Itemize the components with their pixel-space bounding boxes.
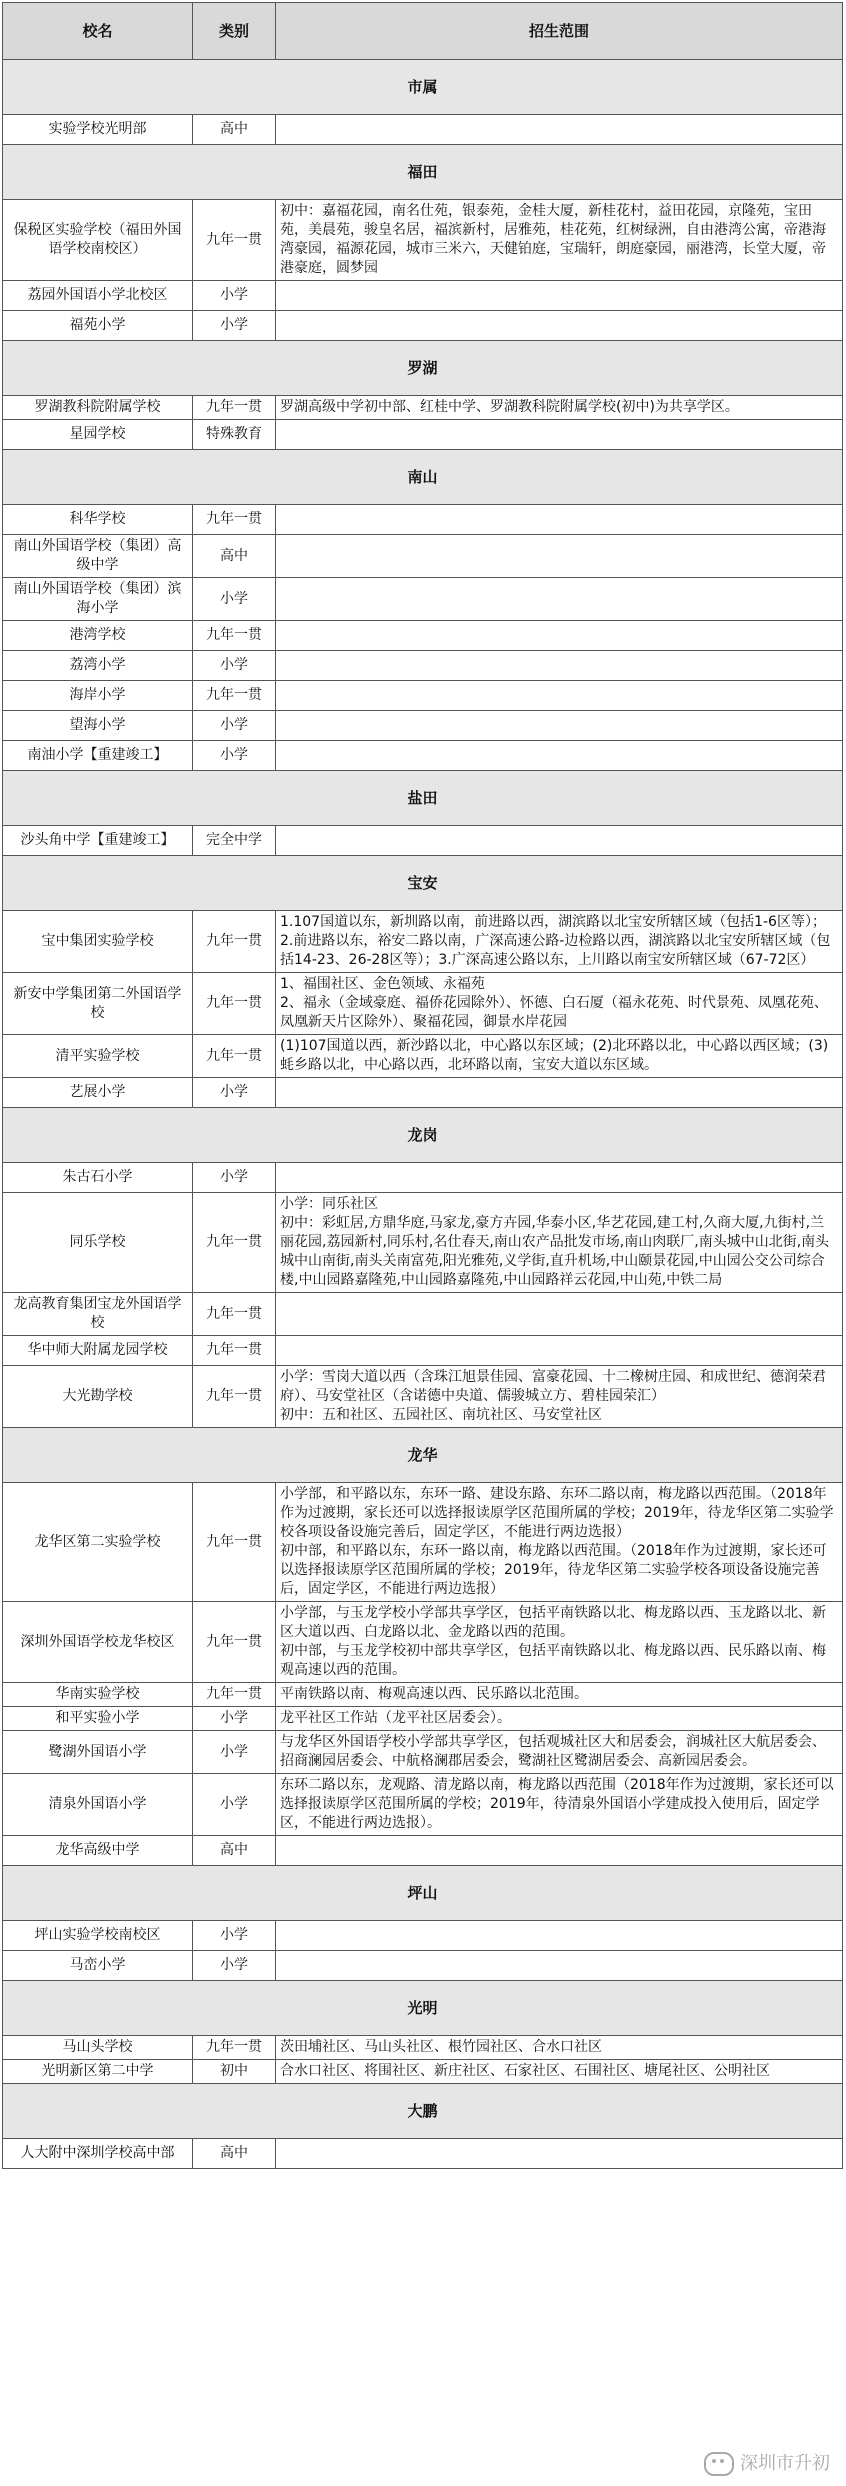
school-category: 小学 — [193, 1078, 276, 1108]
table-row — [3, 1078, 843, 1108]
region-name: 福田 — [3, 145, 843, 200]
school-category: 小学 — [193, 1707, 276, 1731]
enrollment-scope-text: 合水口社区、将围社区、新庄社区、石家社区、石围社区、塘尾社区、公明社区 — [280, 2063, 770, 2079]
school-category: 九年一贯 — [193, 1602, 276, 1683]
table-row — [3, 1483, 843, 1602]
table-row — [3, 115, 843, 145]
region-name: 大鹏 — [3, 2084, 843, 2139]
table-row — [3, 578, 843, 621]
region-row — [3, 1981, 843, 2036]
enrollment-scope — [276, 1602, 843, 1683]
enrollment-scope — [276, 1366, 843, 1428]
table-row — [3, 826, 843, 856]
school-name: 科华学校 — [3, 505, 193, 535]
region-row — [3, 1866, 843, 1921]
school-category: 完全中学 — [193, 826, 276, 856]
enrollment-scope-text: 初中：嘉福花园，南名仕苑，银泰苑，金桂大厦，新桂花村，益田花园，京隆苑，宝田苑，美晨苑，骏皇名居，福滨新村，居雅苑，桂花苑，红树绿洲，自由港湾公寓，帝港海湾豪园，福源花园，城市三米六，天健铂庭，宝瑞轩，朗庭豪园，丽港湾，长堂大厦，帝港豪庭，圆梦园 — [280, 203, 826, 276]
school-name: 清平实验学校 — [3, 1035, 193, 1078]
table-body — [3, 60, 843, 2169]
school-category: 小学 — [193, 1951, 276, 1981]
enrollment-table — [2, 2, 843, 2169]
school-category: 九年一贯 — [193, 681, 276, 711]
enrollment-scope — [276, 1683, 843, 1707]
school-name: 龙高教育集团宝龙外国语学校 — [3, 1293, 193, 1336]
table-row — [3, 1683, 843, 1707]
school-name: 朱古石小学 — [3, 1163, 193, 1193]
school-name: 实验学校光明部 — [3, 115, 193, 145]
school-category: 小学 — [193, 1774, 276, 1836]
school-name: 人大附中深圳学校高中部 — [3, 2139, 193, 2169]
enrollment-scope — [276, 1921, 843, 1951]
enrollment-scope — [276, 1336, 843, 1366]
region-name: 罗湖 — [3, 341, 843, 396]
table-row — [3, 311, 843, 341]
table-row — [3, 200, 843, 281]
school-name: 港湾学校 — [3, 621, 193, 651]
table-row — [3, 1336, 843, 1366]
school-name: 海岸小学 — [3, 681, 193, 711]
enrollment-scope-text: 小学部，与玉龙学校小学部共享学区，包括平南铁路以北、梅龙路以西、玉龙路以北、新区大道以西、白龙路以北、金龙路以西的范围。 初中部，与玉龙学校初中部共享学区，包括平南铁路以北、梅龙路以西、民乐路以南、梅观高速以西的范围。 — [280, 1605, 826, 1678]
enrollment-scope — [276, 2139, 843, 2169]
region-name: 龙岗 — [3, 1108, 843, 1163]
school-name: 保税区实验学校（福田外国语学校南校区） — [3, 200, 193, 281]
region-name: 南山 — [3, 450, 843, 505]
table-row — [3, 1731, 843, 1774]
enrollment-scope — [276, 911, 843, 973]
region-row — [3, 145, 843, 200]
school-name: 罗湖教科院附属学校 — [3, 396, 193, 420]
table-row — [3, 1836, 843, 1866]
table-row — [3, 505, 843, 535]
school-category: 九年一贯 — [193, 200, 276, 281]
table-row — [3, 973, 843, 1035]
school-category: 高中 — [193, 115, 276, 145]
enrollment-scope-text: 罗湖高级中学初中部、红桂中学、罗湖教科院附属学校(初中)为共享学区。 — [280, 399, 739, 415]
table-row — [3, 711, 843, 741]
enrollment-scope — [276, 281, 843, 311]
enrollment-scope-text: 龙平社区工作站（龙平社区居委会）。 — [280, 1710, 511, 1726]
watermark — [704, 2449, 830, 2476]
enrollment-scope-text: (1)107国道以西，新沙路以北，中心路以东区域；(2)北环路以北，中心路以西区域；(3)蚝乡路以北，中心路以西，北环路以南，宝安大道以东区域。 — [280, 1038, 829, 1073]
enrollment-scope — [276, 1774, 843, 1836]
school-category: 小学 — [193, 711, 276, 741]
school-name: 同乐学校 — [3, 1193, 193, 1293]
school-name: 星园学校 — [3, 420, 193, 450]
region-name: 坪山 — [3, 1866, 843, 1921]
school-category: 高中 — [193, 535, 276, 578]
table-row — [3, 2139, 843, 2169]
table-row — [3, 396, 843, 420]
school-name: 坪山实验学校南校区 — [3, 1921, 193, 1951]
school-name: 南山外国语学校（集团）滨海小学 — [3, 578, 193, 621]
enrollment-scope — [276, 1163, 843, 1193]
enrollment-scope — [276, 2060, 843, 2084]
school-category: 九年一贯 — [193, 1336, 276, 1366]
enrollment-scope — [276, 1707, 843, 1731]
enrollment-scope-text: 小学部，和平路以东，东环一路、建设东路、东环二路以南，梅龙路以西范围。（2018年作为过渡期，家长还可以选择报读原学区范围所属的学校；2019年，待龙华区第二实验学校各项设备设施完善后，固定学区，不能进行两边选报） 初中部，和平路以东，东环一路以南，梅龙路以西范围。（2018年作为过渡期，家长还可以选择报读原学区范围所属的学校；2019年，待龙华区第二实验学校各项设备设施完善后，固定学区，不能进行两边选报） — [280, 1486, 834, 1597]
school-category: 九年一贯 — [193, 1035, 276, 1078]
region-name: 龙华 — [3, 1428, 843, 1483]
school-category: 小学 — [193, 1921, 276, 1951]
enrollment-scope — [276, 1293, 843, 1336]
school-category: 九年一贯 — [193, 1483, 276, 1602]
enrollment-scope — [276, 578, 843, 621]
school-category: 小学 — [193, 651, 276, 681]
enrollment-scope — [276, 396, 843, 420]
enrollment-scope — [276, 741, 843, 771]
table-row — [3, 1193, 843, 1293]
enrollment-scope — [276, 826, 843, 856]
table-row — [3, 1035, 843, 1078]
school-name: 光明新区第二中学 — [3, 2060, 193, 2084]
enrollment-scope — [276, 420, 843, 450]
enrollment-scope — [276, 1951, 843, 1981]
school-name: 荔湾小学 — [3, 651, 193, 681]
school-name: 清泉外国语小学 — [3, 1774, 193, 1836]
school-name: 华南实验学校 — [3, 1683, 193, 1707]
table-row — [3, 651, 843, 681]
table-row — [3, 1602, 843, 1683]
region-name: 盐田 — [3, 771, 843, 826]
school-name: 华中师大附属龙园学校 — [3, 1336, 193, 1366]
region-row — [3, 856, 843, 911]
region-name: 宝安 — [3, 856, 843, 911]
enrollment-scope-text: 1.107国道以东，新圳路以南，前进路以西，湖滨路以北宝安所辖区域（包括1-6区等）；2.前进路以东，裕安二路以南，广深高速公路-边检路以西，湖滨路以北宝安所辖区域（包括14-23、26-28区等）；3.广深高速公路以东，上川路以南宝安所辖区域（67-72区） — [280, 914, 831, 968]
enrollment-scope — [276, 115, 843, 145]
region-row — [3, 1428, 843, 1483]
school-name: 福苑小学 — [3, 311, 193, 341]
table-row — [3, 1163, 843, 1193]
school-name: 新安中学集团第二外国语学校 — [3, 973, 193, 1035]
school-category: 九年一贯 — [193, 396, 276, 420]
school-category: 九年一贯 — [193, 1366, 276, 1428]
school-category: 九年一贯 — [193, 1293, 276, 1336]
header-row — [3, 3, 843, 60]
enrollment-scope — [276, 651, 843, 681]
school-name: 沙头角中学【重建竣工】 — [3, 826, 193, 856]
table-row — [3, 1366, 843, 1428]
enrollment-scope — [276, 621, 843, 651]
table-row — [3, 1293, 843, 1336]
school-name: 南山外国语学校（集团）高级中学 — [3, 535, 193, 578]
school-category: 小学 — [193, 311, 276, 341]
school-category: 九年一贯 — [193, 911, 276, 973]
school-category: 九年一贯 — [193, 505, 276, 535]
school-name: 鹭湖外国语小学 — [3, 1731, 193, 1774]
enrollment-scope-text: 东环二路以东，龙观路、清龙路以南，梅龙路以西范围（2018年作为过渡期，家长还可以选择报读原学区范围所属的学校；2019年，待清泉外国语小学建成投入使用后，固定学区，不能进行两边选报）。 — [280, 1777, 834, 1831]
enrollment-scope — [276, 711, 843, 741]
enrollment-scope-text: 1、福围社区、金色领域、永福苑 2、福永（金域豪庭、福侨花园除外）、怀德、白石厦（福永花苑、时代景苑、凤凰花苑、凤凰新天片区除外）、聚福花园，御景水岸花园 — [280, 976, 828, 1030]
table-row — [3, 281, 843, 311]
school-category: 九年一贯 — [193, 1193, 276, 1293]
table-row — [3, 2036, 843, 2060]
school-name: 马峦小学 — [3, 1951, 193, 1981]
enrollment-scope — [276, 1483, 843, 1602]
school-category: 小学 — [193, 1163, 276, 1193]
table-row — [3, 741, 843, 771]
table-row — [3, 535, 843, 578]
table-row — [3, 911, 843, 973]
region-row — [3, 450, 843, 505]
enrollment-scope — [276, 681, 843, 711]
region-row — [3, 1108, 843, 1163]
enrollment-scope — [276, 2036, 843, 2060]
region-name: 市属 — [3, 60, 843, 115]
school-name: 艺展小学 — [3, 1078, 193, 1108]
school-category: 特殊教育 — [193, 420, 276, 450]
school-name: 荔园外国语小学北校区 — [3, 281, 193, 311]
header-category: 类别 — [193, 3, 276, 60]
school-category: 小学 — [193, 578, 276, 621]
enrollment-scope — [276, 973, 843, 1035]
watermark-text: 深圳市升初 — [740, 2453, 830, 2474]
school-name: 宝中集团实验学校 — [3, 911, 193, 973]
school-category: 小学 — [193, 741, 276, 771]
enrollment-scope — [276, 311, 843, 341]
school-name: 龙华区第二实验学校 — [3, 1483, 193, 1602]
school-name: 和平实验小学 — [3, 1707, 193, 1731]
school-name: 望海小学 — [3, 711, 193, 741]
school-category: 初中 — [193, 2060, 276, 2084]
school-name: 南油小学【重建竣工】 — [3, 741, 193, 771]
school-category: 高中 — [193, 2139, 276, 2169]
school-name: 龙华高级中学 — [3, 1836, 193, 1866]
school-category: 高中 — [193, 1836, 276, 1866]
region-row — [3, 771, 843, 826]
table-row — [3, 420, 843, 450]
table-row — [3, 681, 843, 711]
enrollment-scope — [276, 535, 843, 578]
enrollment-scope-text: 小学：雪岗大道以西（含珠江旭景佳园、富豪花园、十二橡树庄园、和成世纪、德润荣君府）、马安堂社区（含诺德中央道、儒骏城立方、碧桂园荣汇） 初中：五和社区、五园社区、南坑社区、马安堂社区 — [280, 1369, 826, 1423]
region-row — [3, 2084, 843, 2139]
table-row — [3, 1707, 843, 1731]
header-enrollment-scope: 招生范围 — [276, 3, 843, 60]
school-name: 深圳外国语学校龙华校区 — [3, 1602, 193, 1683]
enrollment-scope-text: 茨田埔社区、马山头社区、根竹园社区、合水口社区 — [280, 2039, 602, 2055]
enrollment-scope — [276, 1731, 843, 1774]
enrollment-scope — [276, 1193, 843, 1293]
enrollment-scope — [276, 1078, 843, 1108]
enrollment-scope — [276, 1836, 843, 1866]
table-row — [3, 2060, 843, 2084]
header-school-name: 校名 — [3, 3, 193, 60]
table-row — [3, 621, 843, 651]
school-category: 九年一贯 — [193, 973, 276, 1035]
wechat-icon — [704, 2452, 734, 2476]
enrollment-scope — [276, 505, 843, 535]
school-category: 九年一贯 — [193, 621, 276, 651]
enrollment-scope — [276, 1035, 843, 1078]
enrollment-scope-text: 平南铁路以南、梅观高速以西、民乐路以北范围。 — [280, 1686, 588, 1702]
table-row — [3, 1951, 843, 1981]
table-row — [3, 1921, 843, 1951]
school-name: 大光勘学校 — [3, 1366, 193, 1428]
region-name: 光明 — [3, 1981, 843, 2036]
school-category: 小学 — [193, 1731, 276, 1774]
school-category: 九年一贯 — [193, 1683, 276, 1707]
table-row — [3, 1774, 843, 1836]
school-category: 小学 — [193, 281, 276, 311]
enrollment-scope-text: 小学：同乐社区 初中：彩虹居,方鼎华庭,马家龙,豪方卉园,华泰小区,华艺花园,建工村,久商大厦,九街村,兰丽花园,荔园新村,同乐村,名仕春天,南山农产品批发市场,南山肉联厂,南头城中山北街,南头城中山南街,南头关南富苑,阳光雅苑,义学街,直升机场,中山颐景花园,中山园公交公司综合楼,中山园路嘉隆苑,中山园路嘉隆苑,中山园路祥云花园,中山苑,中铁二局 — [280, 1196, 830, 1288]
enrollment-scope — [276, 200, 843, 281]
enrollment-scope-text: 与龙华区外国语学校小学部共享学区，包括观城社区大和居委会，润城社区大航居委会、招商澜园居委会、中航格澜郡居委会，鹭湖社区鹭湖居委会、高新园居委会。 — [280, 1734, 826, 1769]
school-category: 九年一贯 — [193, 2036, 276, 2060]
school-name: 马山头学校 — [3, 2036, 193, 2060]
region-row — [3, 341, 843, 396]
region-row — [3, 60, 843, 115]
